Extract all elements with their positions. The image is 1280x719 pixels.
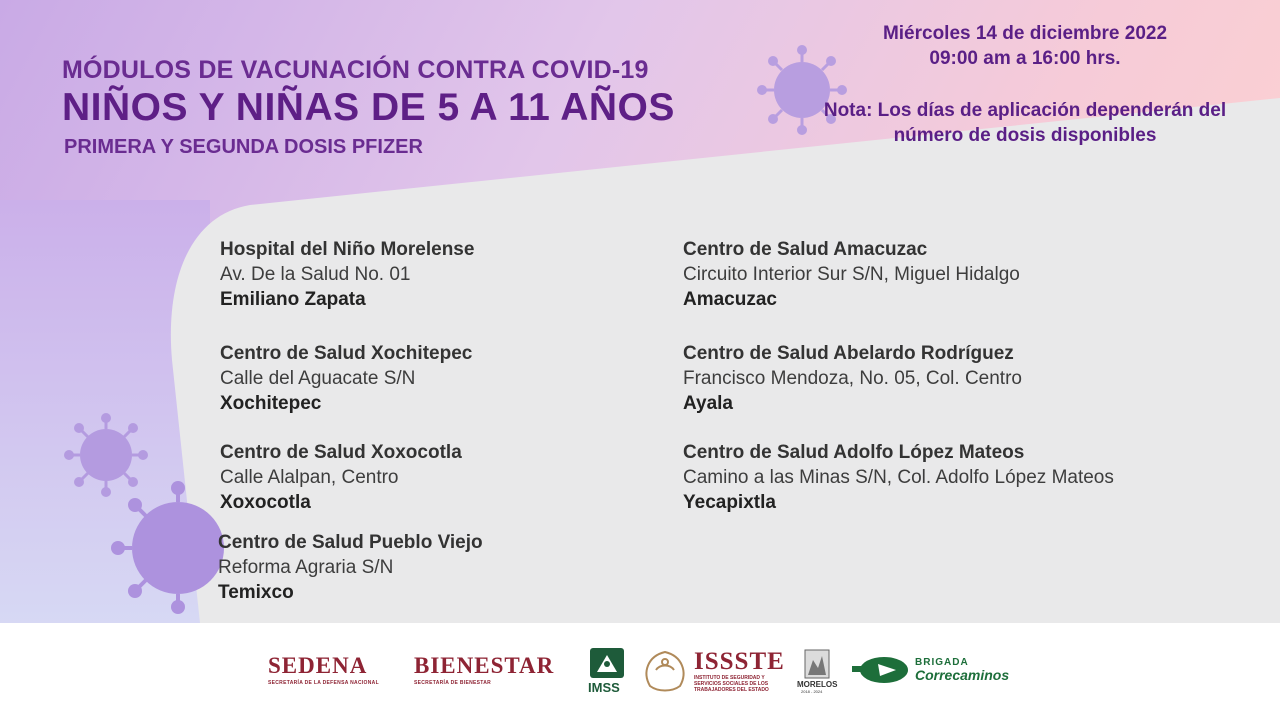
location-card: [220, 341, 472, 416]
schedule-date: Miércoles 14 de diciembre 2022: [882, 23, 1168, 44]
virus-icon-left: [64, 413, 148, 497]
note-line-1: Nota: Los días de aplicación dependerán del: [823, 100, 1227, 121]
note-block: [790, 98, 1260, 148]
location-address: Francisco Mendoza, No. 05, Col. Centro: [683, 368, 1022, 389]
brigada-logo-top: BRIGADA: [915, 657, 969, 668]
sedena-subtitle: SECRETARÍA DE LA DEFENSA NACIONAL: [268, 680, 379, 686]
location-address: Calle Alalpan, Centro: [220, 467, 399, 488]
location-city: Ayala: [683, 393, 733, 414]
title-block: [62, 54, 675, 160]
location-address: Camino a las Minas S/N, Col. Adolfo López Mateos: [683, 467, 1114, 488]
issste-logo: ISSSTE: [694, 648, 785, 675]
title-modules: MÓDULOS DE VACUNACIÓN CONTRA COVID-19: [62, 56, 649, 84]
location-city: Emiliano Zapata: [220, 289, 366, 310]
location-card: [218, 530, 483, 605]
location-card: [683, 341, 1022, 416]
location-city: Yecapixtla: [683, 492, 776, 513]
schedule-block: [845, 21, 1205, 71]
bienestar-subtitle: SECRETARÍA DE BIENESTAR: [414, 680, 492, 686]
title-audience: NIÑOS Y NIÑAS DE 5 A 11 AÑOS: [62, 86, 675, 129]
location-city: Temixco: [218, 582, 294, 603]
location-card: [683, 440, 1114, 515]
title-doses: PRIMERA Y SEGUNDA DOSIS PFIZER: [64, 136, 423, 158]
note-line-2: número de dosis disponibles: [893, 125, 1157, 146]
location-name: Centro de Salud Xochitepec: [220, 343, 473, 364]
location-card: [683, 237, 1020, 312]
location-name: Hospital del Niño Morelense: [220, 239, 475, 260]
location-city: Xoxocotla: [220, 492, 311, 513]
location-name: Centro de Salud Adolfo López Mateos: [683, 442, 1025, 463]
location-address: Calle del Aguacate S/N: [220, 368, 416, 389]
location-name: Centro de Salud Xoxocotla: [220, 442, 462, 463]
morelos-subtitle: 2018 - 2024: [801, 689, 823, 694]
bienestar-logo: BIENESTAR: [414, 653, 555, 678]
imss-logo-icon: [590, 648, 624, 678]
location-name: Centro de Salud Pueblo Viejo: [218, 532, 483, 553]
morelos-logo-icon: [805, 650, 829, 678]
schedule-hours: 09:00 am a 16:00 hrs.: [929, 48, 1121, 69]
issste-subtitle: INSTITUTO DE SEGURIDAD Y SERVICIOS SOCIALES DE LOS TRABAJADORES DEL ESTADO: [694, 675, 769, 693]
imss-logo: IMSS: [588, 680, 620, 695]
location-address: Av. De la Salud No. 01: [220, 264, 411, 285]
location-city: Amacuzac: [683, 289, 777, 310]
morelos-logo: MORELOS: [797, 680, 838, 689]
location-name: Centro de Salud Amacuzac: [683, 239, 928, 260]
sedena-logo: SEDENA: [268, 653, 368, 678]
location-card: [220, 440, 462, 515]
location-address: Circuito Interior Sur S/N, Miguel Hidalgo: [683, 264, 1020, 285]
location-address: Reforma Agraria S/N: [218, 557, 394, 578]
location-name: Centro de Salud Abelardo Rodríguez: [683, 343, 1014, 364]
location-city: Xochitepec: [220, 393, 322, 414]
brigada-logo-bottom: Correcaminos: [915, 667, 1010, 683]
location-card: [220, 237, 474, 312]
